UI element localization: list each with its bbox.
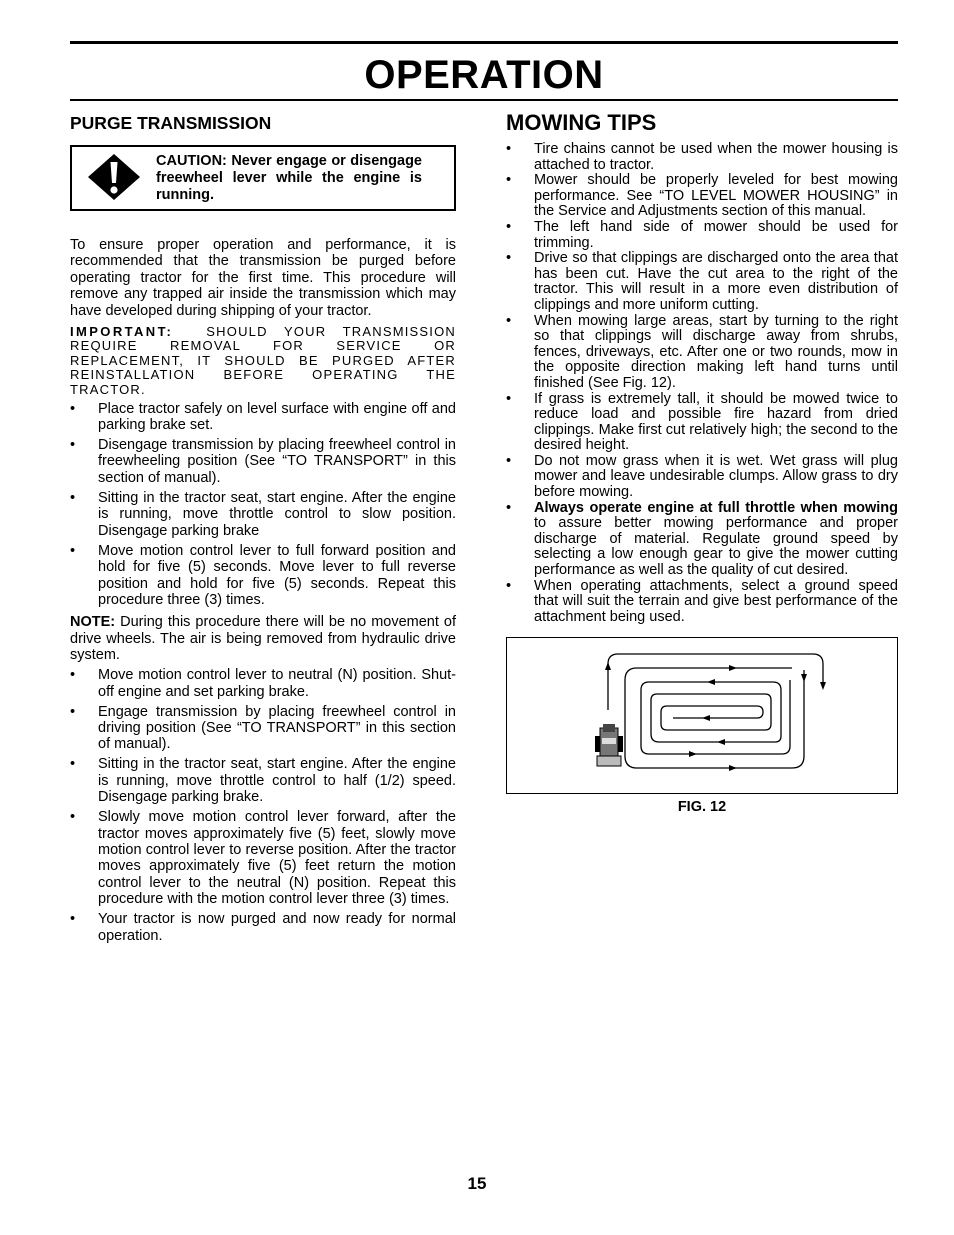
mowing-pattern-diagram <box>507 638 897 793</box>
list-item: • Move motion control lever to neutral (N) position. Shut-off engine and set parking brake. <box>70 667 456 700</box>
caution-box <box>70 145 456 211</box>
right-column <box>506 110 898 816</box>
list-item: • Disengage transmission by placing freewheel control in freewheeling position (See “TO TRANSPORT” in this section of manual). <box>70 437 456 486</box>
bold-tip: Always operate engine at full throttle when mowing <box>534 499 898 516</box>
note-paragraph <box>70 614 456 663</box>
list-item <box>506 501 898 579</box>
note-text: During this procedure there will be no movement of drive wheels. The air is being removed from hydraulic drive system. <box>70 614 456 664</box>
important-text: SHOULD YOUR TRANSMISSION REQUIRE REMOVAL FOR SERVICE OR REPLACEMENT, IT SHOULD BE PURGED AFTER REINSTALLATION BEFORE OPERATING THE TRACTOR. <box>70 324 457 397</box>
list-item: • Sitting in the tractor seat, start engine. After the engine is running, move throttle control to slow position. Disengage parking brake <box>70 490 456 539</box>
list-item: • Move motion control lever to full forward position and hold for five (5) seconds. Move lever to full reverse position and hold for five (5) seconds. Repeat this procedure three (3) times. <box>70 543 456 609</box>
important-label: IMPORTANT: <box>70 324 174 340</box>
list-item: • Do not mow grass when it is wet. Wet grass will plug mower and leave undesirable clumps. Allow grass to dry before mowing. <box>506 454 898 501</box>
list-item: • If grass is extremely tall, it should be mowed twice to reduce load and possible fire hazard from dried clippings. Make first cut relatively high; the second to the desired height. <box>506 392 898 454</box>
top-rule <box>70 41 898 44</box>
important-notice <box>70 325 456 397</box>
list-item: • Your tractor is now purged and now ready for normal operation. <box>70 911 456 944</box>
purge-transmission-heading: PURGE TRANSMISSION <box>70 113 272 133</box>
list-item: • Drive so that clippings are discharged onto the area that has been cut. Have the cut area to the right of the tractor. This will result in a more even distribution of clippings and more uniform cutting. <box>506 251 898 313</box>
list-item: • Sitting in the tractor seat, start engine. After the engine is running, move throttle control to half (1/2) speed. Disengage parking brake. <box>70 756 456 805</box>
list-item: • Engage transmission by placing freewheel control in driving position (See “TO TRANSPORT” in this section of manual). <box>70 704 456 753</box>
warning-exclamation-icon <box>86 152 142 202</box>
intro-paragraph: To ensure proper operation and performance, it is recommended that the transmission be purged before operating tractor for the first time. This procedure will remove any trapped air inside the transmission which may have developed during shipping of your tractor. <box>70 237 456 319</box>
note-label: NOTE: <box>70 614 116 631</box>
list-item: • When mowing large areas, start by turning to the right so that clippings will discharge away from shrubs, fences, driveways, etc. After one or two rounds, mow in the opposite direction making left hand turns until finished (See Fig. 12). <box>506 314 898 392</box>
page-number: 15 <box>467 1174 487 1193</box>
purge-steps-list-b <box>70 667 456 944</box>
list-item: • Place tractor safely on level surface with engine off and parking brake set. <box>70 401 456 434</box>
bold-tip-rest: to assure better mowing performance and proper discharge of material. Regulate ground speed by selecting a low enough gear to give the mower cutting performance as well as the quality of cut desired. <box>534 515 898 579</box>
list-item: • The left hand side of mower should be used for trimming. <box>506 220 898 251</box>
list-item: • When operating attachments, select a ground speed that will suit the terrain and give best performance of the attachment being used. <box>506 579 898 626</box>
mowing-tips-list <box>506 142 898 625</box>
figure-caption: FIG. 12 <box>677 799 727 816</box>
purge-steps-list-a <box>70 401 456 609</box>
mowing-tips-heading: MOWING TIPS <box>506 110 657 135</box>
list-item: • Slowly move motion control lever forward, after the tractor moves approximately five (5) feet, slowly move motion control lever to reverse position. After the tractor moves approximately five (5) feet return the motion control lever to the neutral (N) position. Repeat this procedure with the motion control lever three (3) times. <box>70 809 456 907</box>
tractor-icon <box>595 724 623 766</box>
list-item: • Tire chains cannot be used when the mower housing is attached to tractor. <box>506 142 898 173</box>
mowing-pattern-figure <box>506 637 898 794</box>
left-column <box>70 113 456 944</box>
page-title: OPERATION <box>364 53 604 97</box>
list-item: • Mower should be properly leveled for best mowing performance. See “TO LEVEL MOWER HOUSING” in the Service and Adjustments section of this manual. <box>506 173 898 220</box>
caution-text: CAUTION: Never engage or disengage freewheel lever while the engine is running. <box>156 153 422 203</box>
title-underline-rule <box>70 99 898 101</box>
